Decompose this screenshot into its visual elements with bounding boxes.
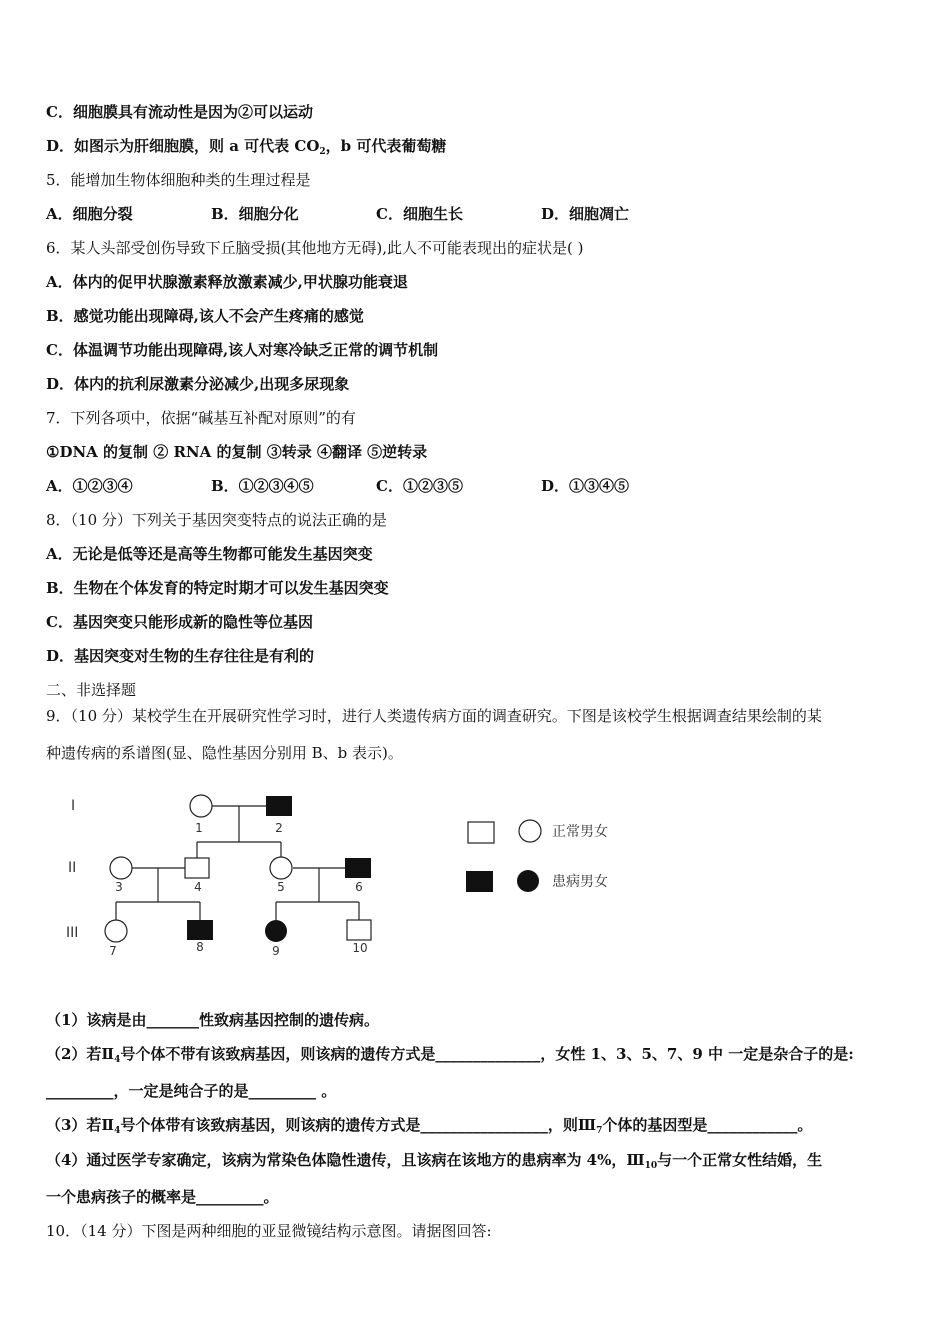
- section-heading: 二、非选择题: [46, 681, 137, 699]
- pedigree-chart: [0, 780, 950, 970]
- q4-option-d-text: D．如图示为肝细胞膜，则 a 可代表 CO: [46, 137, 320, 155]
- label-1: 1: [195, 821, 203, 835]
- label-6: 6: [355, 880, 363, 894]
- q9-part3-a: （3）若Ⅱ: [46, 1116, 115, 1134]
- individual-ii-4-normal-male: [185, 858, 209, 878]
- q5-option-c: C．细胞生长: [376, 205, 463, 223]
- individual-iii-10-normal-male: [347, 920, 371, 940]
- individual-iii-8-affected-male: [187, 920, 213, 940]
- individual-ii-5-normal-female: [270, 857, 292, 879]
- q9-part2-a: （2）若Ⅱ: [46, 1045, 115, 1063]
- q9-part4: [46, 1150, 822, 1176]
- q9-part3-c: 个体的基因型是____________。: [602, 1116, 813, 1134]
- legend-normal-label: 正常男女: [552, 824, 608, 840]
- q9-part3-sub2: 7: [596, 1126, 603, 1136]
- individual-ii-3-normal-female: [110, 857, 132, 879]
- legend-affected-label: 患病男女: [552, 874, 608, 890]
- individual-iii-7-normal-female: [105, 920, 127, 942]
- q7-options: [46, 476, 706, 496]
- q8-option-d: D．基因突变对生物的生存往往是有利的: [46, 647, 315, 665]
- individual-i-2-affected-male: [266, 796, 292, 816]
- q7-option-d: D．①③④⑤: [541, 477, 630, 495]
- q4-option-d: [46, 136, 446, 162]
- q6-option-d: D．体内的抗利尿激素分泌减少,出现多尿现象: [46, 375, 350, 393]
- q9-part2-line2: _________，一定是纯合子的是_________ 。: [46, 1082, 337, 1100]
- legend-affected-female: [517, 870, 539, 892]
- q9-stem-line2: 种遗传病的系谱图(显、隐性基因分别用 B、b 表示)。: [46, 744, 403, 762]
- label-10: 10: [352, 941, 368, 955]
- q9-part2-sub: 4: [114, 1055, 121, 1065]
- q7-stem: 7．下列各项中，依据“碱基互补配对原则”的有: [46, 409, 356, 427]
- q7-option-a: A．①②③④: [46, 477, 133, 495]
- q9-part4-line2: 一个患病孩子的概率是_________。: [46, 1188, 279, 1206]
- gen-label-ii: II: [68, 860, 77, 876]
- q7-items: ①DNA 的复制 ② RNA 的复制 ③转录 ④翻译 ⑤逆转录: [46, 443, 428, 461]
- q10-stem: 10．（14 分）下图是两种细胞的亚显微镜结构示意图。请据图回答:: [46, 1222, 492, 1240]
- q8-option-a: A．无论是低等还是高等生物都可能发生基因突变: [46, 545, 373, 563]
- label-2: 2: [275, 821, 283, 835]
- q6-option-a: A．体内的促甲状腺激素释放激素减少,甲状腺功能衰退: [46, 273, 408, 291]
- label-5: 5: [277, 880, 285, 894]
- q7-option-c: C．①②③⑤: [376, 477, 463, 495]
- q9-part3-sub: 4: [114, 1126, 121, 1136]
- q8-option-c: C．基因突变只能形成新的隐性等位基因: [46, 613, 313, 631]
- q9-part1: （1）该病是由_______性致病基因控制的遗传病。: [46, 1011, 379, 1029]
- q9-part4-a: （4）通过医学专家确定，该病为常染色体隐性遗传，且该病在该地方的患病率为 4%，Ⅲ: [46, 1151, 645, 1169]
- q9-stem-line1: 9．（10 分）某校学生在开展研究性学习时，进行人类遗传病方面的调查研究。下图是该校学生根据调查结果绘制的某: [46, 707, 822, 725]
- q5-option-b: B．细胞分化: [211, 205, 299, 223]
- legend-affected-male: [466, 871, 493, 892]
- q9-part2-b: 号个体不带有该致病基因，则该病的遗传方式是______________，女性 1、3、5、7、9 中 一定是杂合子的是:: [120, 1045, 854, 1063]
- legend-normal-male: [468, 822, 494, 843]
- label-7: 7: [109, 944, 117, 958]
- q4-option-d-tail: ，b 可代表葡萄糖: [325, 137, 447, 155]
- gen-label-iii: III: [66, 925, 79, 941]
- q9-part4-sub: 10: [644, 1161, 658, 1171]
- q5-option-a: A．细胞分裂: [46, 205, 133, 223]
- q9-part3-b: 号个体带有该致病基因，则该病的遗传方式是_________________，则Ⅲ: [120, 1116, 597, 1134]
- gen-label-i: I: [71, 798, 76, 814]
- q5-stem: 5．能增加生物体细胞种类的生理过程是: [46, 171, 311, 189]
- q8-option-b: B．生物在个体发育的特定时期才可以发生基因突变: [46, 579, 389, 597]
- q5-option-d: D．细胞凋亡: [541, 205, 630, 223]
- individual-ii-6-affected-male: [345, 858, 371, 878]
- legend-normal-female: [519, 820, 541, 842]
- q9-part4-b: 与一个正常女性结婚，生: [657, 1151, 823, 1169]
- q5-options: [46, 204, 706, 224]
- label-3: 3: [115, 880, 123, 894]
- q4-option-c: C．细胞膜具有流动性是因为②可以运动: [46, 103, 313, 121]
- q9-part2: [46, 1044, 854, 1070]
- label-4: 4: [194, 880, 202, 894]
- q4-option-d-subscript: 2: [319, 147, 326, 157]
- q7-option-b: B．①②③④⑤: [211, 477, 314, 495]
- q6-option-b: B．感觉功能出现障碍,该人不会产生疼痛的感觉: [46, 307, 364, 325]
- individual-i-1-normal-female: [190, 795, 212, 817]
- q6-stem: 6．某人头部受创伤导致下丘脑受损(其他地方无碍),此人不可能表现出的症状是( ): [46, 239, 584, 257]
- label-9: 9: [272, 944, 280, 958]
- q9-part3: [46, 1115, 812, 1141]
- label-8: 8: [196, 940, 204, 954]
- q6-option-c: C．体温调节功能出现障碍,该人对寒冷缺乏正常的调节机制: [46, 341, 439, 359]
- q8-stem: 8．（10 分）下列关于基因突变特点的说法正确的是: [46, 511, 387, 529]
- individual-iii-9-affected-female: [265, 920, 287, 942]
